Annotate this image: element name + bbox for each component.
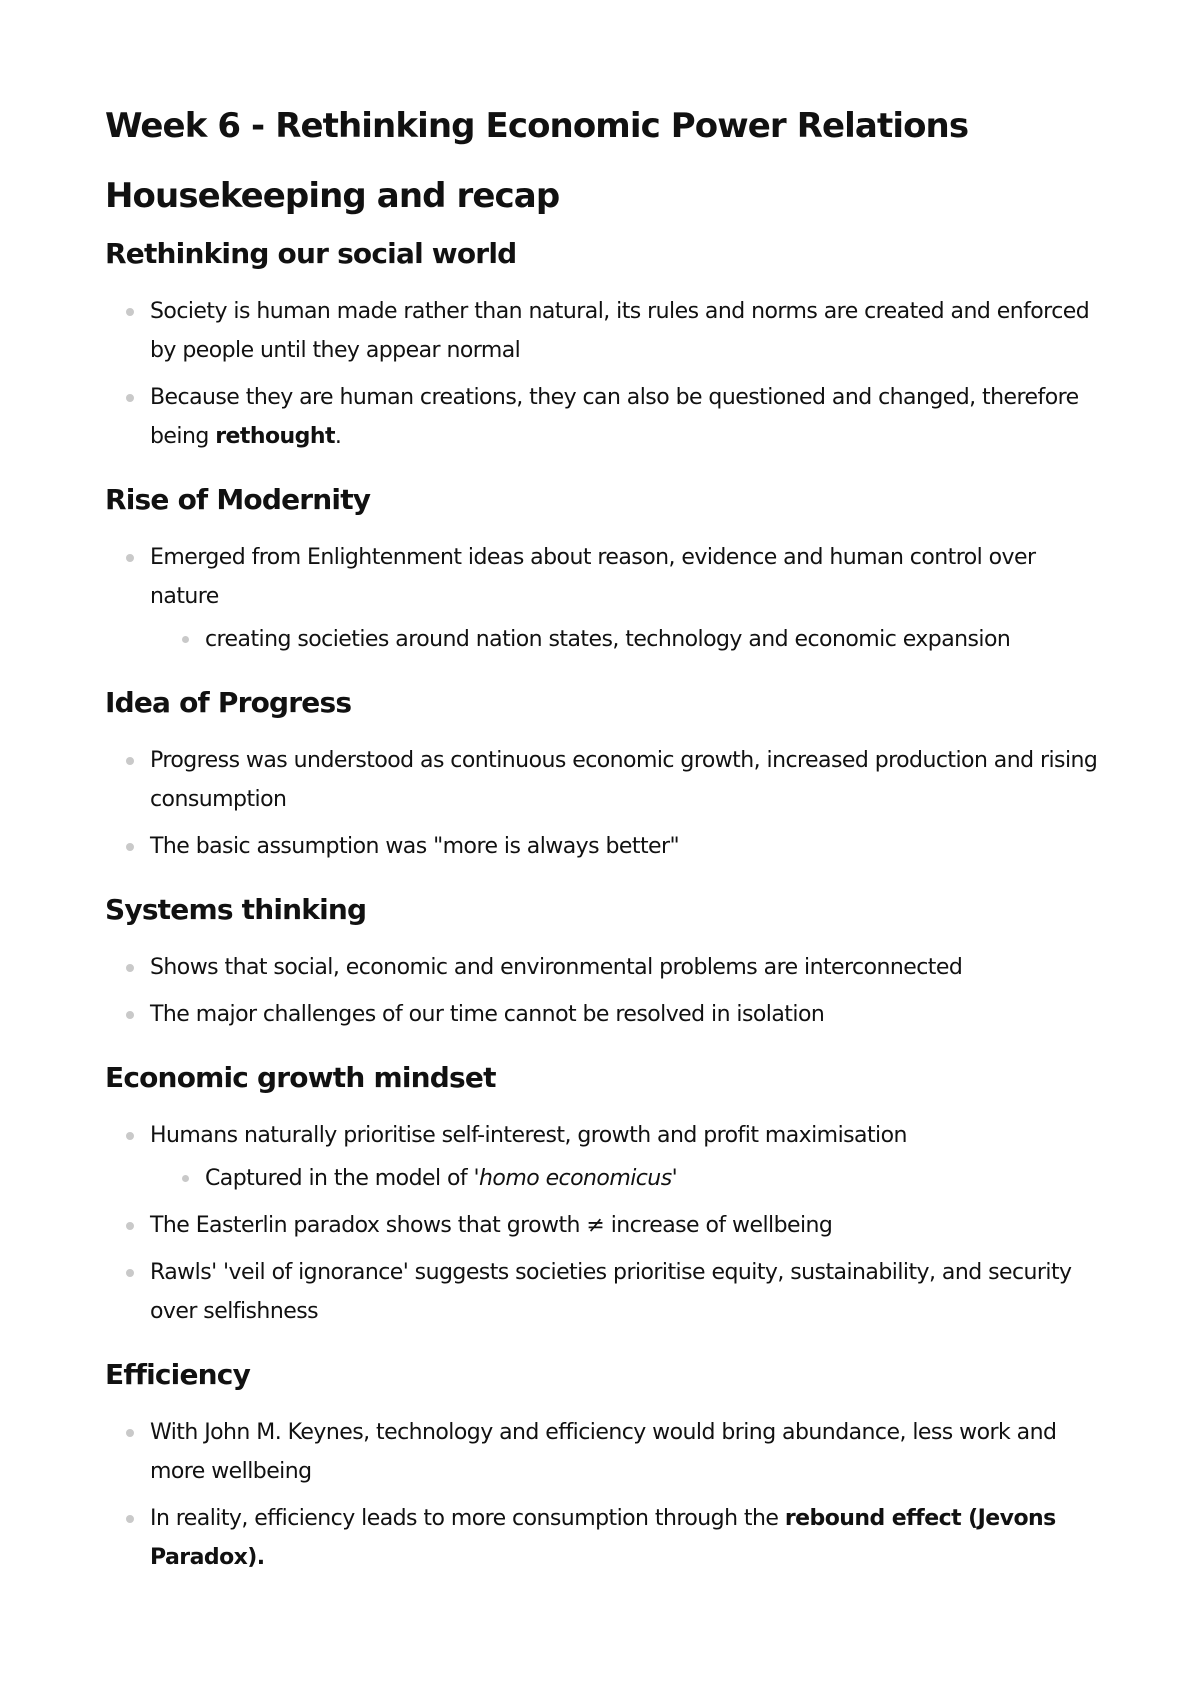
list-item — [105, 538, 1102, 659]
list-systems-thinking — [105, 948, 1102, 1034]
nested-list — [150, 620, 1102, 659]
bold-term-rebound-effect: rebound effect (Jevons Paradox) — [150, 1506, 1056, 1570]
list-rethinking-social-world — [105, 292, 1102, 456]
list-item-punctuation: . — [256, 1545, 265, 1570]
list-item-text: Humans naturally prioritise self-interest, growth and profit maximisation — [150, 1123, 907, 1148]
list-item: Rawls' 'veil of ignorance' suggests societies prioritise equity, sustainability, and security over selfishness — [105, 1253, 1102, 1331]
list-economic-growth-mindset — [105, 1116, 1102, 1331]
list-item: The basic assumption was "more is always better" — [105, 827, 1102, 866]
list-rise-of-modernity — [105, 538, 1102, 659]
heading-rethinking-social-world: Rethinking our social world — [105, 237, 517, 270]
document-title: Week 6 - Rethinking Economic Power Relations — [105, 106, 969, 146]
list-item-text: Because they are human creations, they can also be questioned and changed, therefore being — [150, 385, 1079, 449]
list-item — [105, 378, 1102, 456]
nested-list-item: creating societies around nation states, technology and economic expansion — [150, 620, 1102, 659]
list-item: With John M. Keynes, technology and efficiency would bring abundance, less work and more wellbeing — [105, 1413, 1102, 1491]
nested-list — [150, 1159, 1102, 1198]
list-item-text: Emerged from Enlightenment ideas about reason, evidence and human control over nature — [150, 545, 1036, 609]
heading-idea-of-progress: Idea of Progress — [105, 686, 352, 719]
list-item-text: Captured in the model of ' — [205, 1166, 480, 1191]
italic-term-homo-economicus: homo economicus — [479, 1166, 672, 1191]
list-item: The major challenges of our time cannot be resolved in isolation — [105, 995, 1102, 1034]
list-item — [105, 1116, 1102, 1198]
list-item: The Easterlin paradox shows that growth ≠ increase of wellbeing — [105, 1206, 1102, 1245]
nested-list-item — [150, 1159, 1102, 1198]
list-item: Shows that social, economic and environmental problems are interconnected — [105, 948, 1102, 987]
heading-rise-of-modernity: Rise of Modernity — [105, 483, 371, 516]
list-item — [105, 1499, 1102, 1577]
heading-efficiency: Efficiency — [105, 1358, 251, 1391]
heading-economic-growth-mindset: Economic growth mindset — [105, 1061, 496, 1094]
list-item: Progress was understood as continuous economic growth, increased production and rising consumption — [105, 741, 1102, 819]
list-efficiency — [105, 1413, 1102, 1577]
heading-systems-thinking: Systems thinking — [105, 893, 367, 926]
section-title-housekeeping: Housekeeping and recap — [105, 176, 560, 216]
bold-term-rethought: rethought — [215, 424, 335, 449]
list-item: Society is human made rather than natural, its rules and norms are created and enforced by people until they appear normal — [105, 292, 1102, 370]
list-item-punctuation: . — [334, 424, 342, 449]
list-item-punctuation: ' — [671, 1166, 678, 1191]
list-item-text: In reality, efficiency leads to more consumption through the — [150, 1506, 785, 1531]
list-idea-of-progress — [105, 741, 1102, 866]
